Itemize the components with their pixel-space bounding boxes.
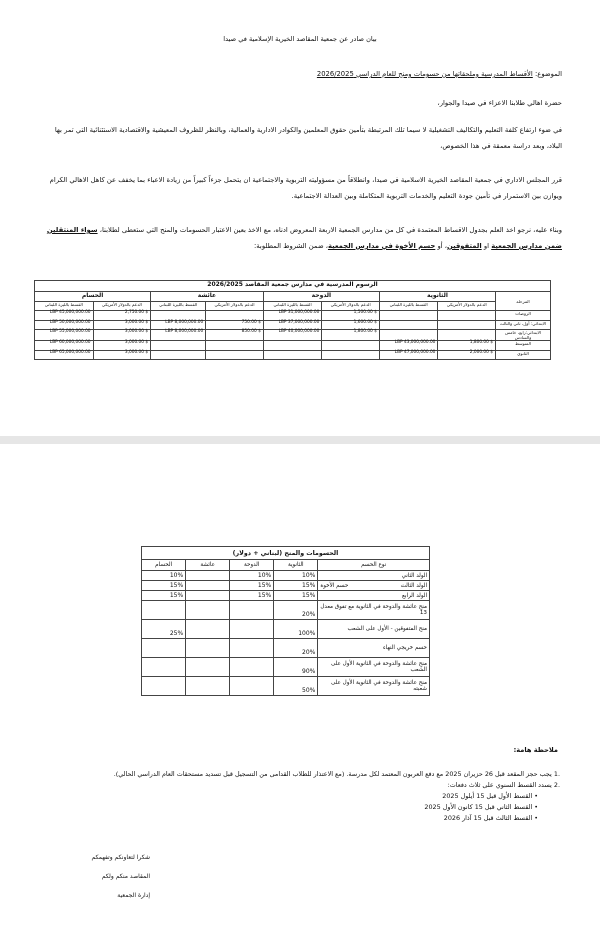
closing-block [30, 848, 150, 905]
stage-label: الروضات [496, 311, 551, 320]
grant-label: حسم خريجي النهاء [318, 639, 430, 658]
discount-table [141, 546, 430, 696]
child-order: الولد الرابع [402, 592, 427, 599]
stage-label: الابتدائي: أول، ثاني والثالث [496, 320, 551, 329]
grant-value [186, 601, 230, 620]
subject-text: الأقساط المدرسية وملحقاتها من حسومات ومنح للعام الدراسي 2026/2025 [316, 70, 533, 78]
closing-signature: إدارة الجمعية [117, 892, 150, 899]
grant-value [230, 658, 274, 677]
discount-value: 10% [142, 571, 186, 581]
intro-transfer: سواء المنتقلين ضمن مدارس الجمعية [46, 226, 562, 250]
paragraph-costs: في ضوء ارتفاع كلفة التعليم والتكاليف التشغيلية لا سيما تلك المرتبطة بتأمين حقوق المعلمين والكوادر الادارية والعمالية، وبالنظر للظروف المعيشية والاقتصادية الاستثنائية التي تمر بها البلاد، وبعد دراسة معمقة في هذا الخصوص، [54, 126, 562, 150]
payment-item: • القسط الأول قبل 15 أيلول 2025 [442, 792, 538, 800]
fees-body [35, 311, 551, 360]
stage-label: المتوسط [496, 341, 551, 350]
discount-value [186, 581, 230, 591]
lbp-header: القسط بالليرة اللبناني [151, 302, 206, 311]
note-item-1 [40, 769, 560, 780]
school-header: عائشة [151, 292, 264, 302]
grant-label: منح المتفوقين - الأول على الشعب [318, 620, 430, 639]
school-header: الثانوية [379, 292, 495, 302]
note-number: .2 [551, 781, 560, 789]
discount-value: 10% [274, 571, 318, 581]
grant-row [142, 620, 430, 639]
lbp-amount [263, 350, 322, 359]
grant-value [142, 639, 186, 658]
lbp-amount: LBP 8,000,000.00 [151, 330, 206, 341]
note-item-2 [40, 780, 560, 791]
usd-amount: $ 2,750.00 [93, 311, 151, 320]
usd-amount: $ 3,000.00 [93, 350, 151, 359]
usd-amount [206, 350, 264, 359]
intro-connector: ، أو [435, 242, 447, 250]
discount-school-header: الثانوية [274, 560, 318, 571]
usd-amount: $ 3,000.00 [93, 330, 151, 341]
lbp-amount [151, 311, 206, 320]
grant-value [186, 658, 230, 677]
usd-amount: $ 850.00 [206, 330, 264, 341]
closing-thanks: شكرا لتعاونكم وتفهمكم [91, 854, 150, 861]
discount-caption: الحسومات والمنح (لبناني + دولار) [142, 547, 430, 560]
payment-list [40, 791, 560, 824]
discount-value: 15% [230, 591, 274, 601]
lbp-amount: LBP 60,000,000.00 [35, 341, 94, 350]
usd-amount [322, 341, 380, 350]
discount-value: 15% [142, 591, 186, 601]
lbp-amount: LBP 65,000,000.00 [35, 350, 94, 359]
discount-value [186, 571, 230, 581]
lbp-amount [379, 311, 438, 320]
paragraph-table-intro [38, 222, 562, 254]
grant-value: 90% [274, 658, 318, 677]
lbp-amount [151, 341, 206, 350]
grant-row [142, 639, 430, 658]
lbp-amount: LBP 47,000,000.00 [379, 350, 438, 359]
note-text: يسدد القسط السنوي على ثلاث دفعات: [447, 781, 552, 789]
grant-row [142, 677, 430, 696]
grant-label: منح عائشة والدوحة في الثانوية الأول على الشعب [318, 658, 430, 677]
note-number: .1 [551, 770, 560, 778]
lbp-amount [379, 320, 438, 329]
usd-amount: $ 1,600.00 [322, 320, 380, 329]
fees-table [34, 280, 551, 360]
intro-connector: او [481, 242, 492, 250]
grant-row [142, 601, 430, 620]
grant-value: 100% [274, 620, 318, 639]
usd-amount: $ 1,500.00 [322, 311, 380, 320]
grant-row [142, 658, 430, 677]
usd-header: الدعم بالدولار الأمريكي [206, 302, 264, 311]
usd-header: الدعم بالدولار الأمريكي [438, 302, 496, 311]
grant-value: 20% [274, 601, 318, 620]
usd-amount: $ 3,000.00 [93, 320, 151, 329]
usd-amount [438, 311, 496, 320]
grant-value [142, 658, 186, 677]
notes-list [40, 769, 560, 824]
usd-amount: $ 3,000.00 [93, 341, 151, 350]
statement-heading: بيان صادر عن جمعية المقاصد الخيرية الإسلامية في صيدا [223, 35, 377, 43]
grant-value [230, 620, 274, 639]
discount-body [142, 571, 430, 696]
payment-text: القسط الثاني قبل 15 كانون الأول 2025 [424, 803, 533, 811]
usd-amount [322, 350, 380, 359]
discount-label [318, 571, 430, 581]
notes-title: ملاحظة هامة: [513, 746, 558, 754]
school-header: الدوحة [263, 292, 379, 302]
discount-value [186, 591, 230, 601]
usd-amount: $ 750.00 [206, 320, 264, 329]
usd-amount: $ 1,800.00 [322, 330, 380, 341]
fees-row [35, 350, 551, 359]
lbp-amount: LBP 55,000,000.00 [35, 330, 94, 341]
intro-brothers: حسم الأخوة في مدارس الجمعية [327, 242, 436, 250]
closing-slogan: المقاصد منكم ولكم [101, 873, 150, 880]
fees-row [35, 311, 551, 320]
lbp-header: القسط بالليرة اللبناني [379, 302, 438, 311]
grant-label: منح عائشة والدوحة في الثانوية مع تفوق معدل 13 [318, 601, 430, 620]
lbp-amount: LBP 43,000,000.00 [379, 341, 438, 350]
stage-label: الثانوي [496, 350, 551, 359]
usd-header: الدعم بالدولار الأمريكي [93, 302, 151, 311]
discount-value: 15% [274, 581, 318, 591]
grant-value [186, 639, 230, 658]
usd-amount [438, 320, 496, 329]
grant-value [142, 677, 186, 696]
discount-value: 15% [230, 581, 274, 591]
payment-item: • القسط الثالث قبل 15 آذار 2026 [443, 814, 538, 822]
payment-item: • القسط الثاني قبل 15 كانون الأول 2025 [424, 803, 538, 811]
lbp-amount: LBP 45,000,000.00 [35, 311, 94, 320]
lbp-amount: LBP 8,000,000.00 [151, 320, 206, 329]
discount-type-header: نوع الحسم [318, 560, 430, 571]
fees-caption: الرسوم المدرسية في مدارس جمعية المقاصد 2026/2025 [35, 281, 551, 292]
payment-text: القسط الأول قبل 15 أيلول 2025 [442, 792, 533, 800]
discount-school-header: الحسام [142, 560, 186, 571]
lbp-header: القسط بالليرة اللبناني [263, 302, 322, 311]
grant-value: 50% [274, 677, 318, 696]
grant-value [186, 620, 230, 639]
lbp-amount: LBP 40,000,000.00 [263, 330, 322, 341]
usd-amount: $ 1,800.00 [438, 341, 496, 350]
discount-value: 15% [274, 591, 318, 601]
lbp-amount: LBP 31,000,000.00 [263, 311, 322, 320]
discount-school-header: عائشة [186, 560, 230, 571]
usd-amount: $ 2,000.00 [438, 350, 496, 359]
grant-value [186, 677, 230, 696]
lbp-amount [151, 350, 206, 359]
lbp-amount [263, 341, 322, 350]
lbp-amount: LBP 50,000,000.00 [35, 320, 94, 329]
discount-row [142, 581, 430, 591]
discount-label [318, 581, 430, 591]
paragraph-decision: قرر المجلس الاداري في جمعية المقاصد الخيرية الاسلامية في صيدا، وانطلاقاً من مسؤوليته التربوية والاجتماعية ان يتحمل جزءاً كبيراً من زيادة الاعباء بما يخفف عن كاهل الاهالي الكرام ويوازن بين الاستمرار في تأمين جودة التعليم والخدمات التربوية المتكاملة وبين العدالة الاجتماعية. [49, 176, 562, 200]
discount-row [142, 591, 430, 601]
subject-label: الموضوع: [534, 70, 562, 78]
grant-value [142, 601, 186, 620]
discount-school-header: الدوحة [230, 560, 274, 571]
intro-text: وبناء عليه، نرجو اخذ العلم بجدول الاقساط المعتمدة في كل من مدارس الجمعية الاربعة المعروض ادناه، مع الاخذ بعين الاعتبار الحسومات والمنح التي ستعطى لطلابنا، [99, 226, 562, 234]
grant-value [230, 601, 274, 620]
lbp-amount: LBP 37,000,000.00 [263, 320, 322, 329]
intro-excellent: المتفوقين [446, 242, 482, 250]
payment-text: القسط الثالث قبل 15 آذار 2026 [443, 814, 533, 822]
discount-row [142, 571, 430, 581]
grant-value [230, 677, 274, 696]
usd-header: الدعم بالدولار الأمريكي [322, 302, 380, 311]
child-order: الولد الثالث [400, 582, 427, 589]
grant-value: 25% [142, 620, 186, 639]
discount-label [318, 591, 430, 601]
page-separator [0, 436, 600, 444]
grant-label: منح عائشة والدوحة في الثانوية الأول على شعبته [318, 677, 430, 696]
lbp-header: القسط بالليرة اللبناني [35, 302, 94, 311]
subject-line [42, 70, 562, 78]
discount-value: 10% [230, 571, 274, 581]
greeting: حضرة اهالي طلابنا الاعزاء في صيدا والجوار، [437, 99, 562, 107]
intro-tail: ، ضمن الشروط المطلوبة: [254, 242, 328, 250]
usd-amount [206, 341, 264, 350]
discount-value: 15% [142, 581, 186, 591]
school-header: الحسام [35, 292, 151, 302]
brothers-group-label: حسم الأخوة [320, 582, 349, 589]
child-order: الولد الثاني [401, 572, 427, 579]
usd-amount [206, 311, 264, 320]
note-text: يجب حجز المقعد قبل 26 حزيران 2025 مع دفع العربون المعتمد لكل مدرسة. (مع الاعتذار للطلاب القدامى من التسجيل قبل تسديد مستحقات العام الدراسي الحالي). [113, 770, 552, 778]
grant-value: 20% [274, 639, 318, 658]
stage-header: المرحلة [496, 292, 551, 311]
stage-label: الابتدائي:رابع، خامس والسادس [496, 330, 551, 341]
fees-row [35, 341, 551, 350]
grant-value [230, 639, 274, 658]
